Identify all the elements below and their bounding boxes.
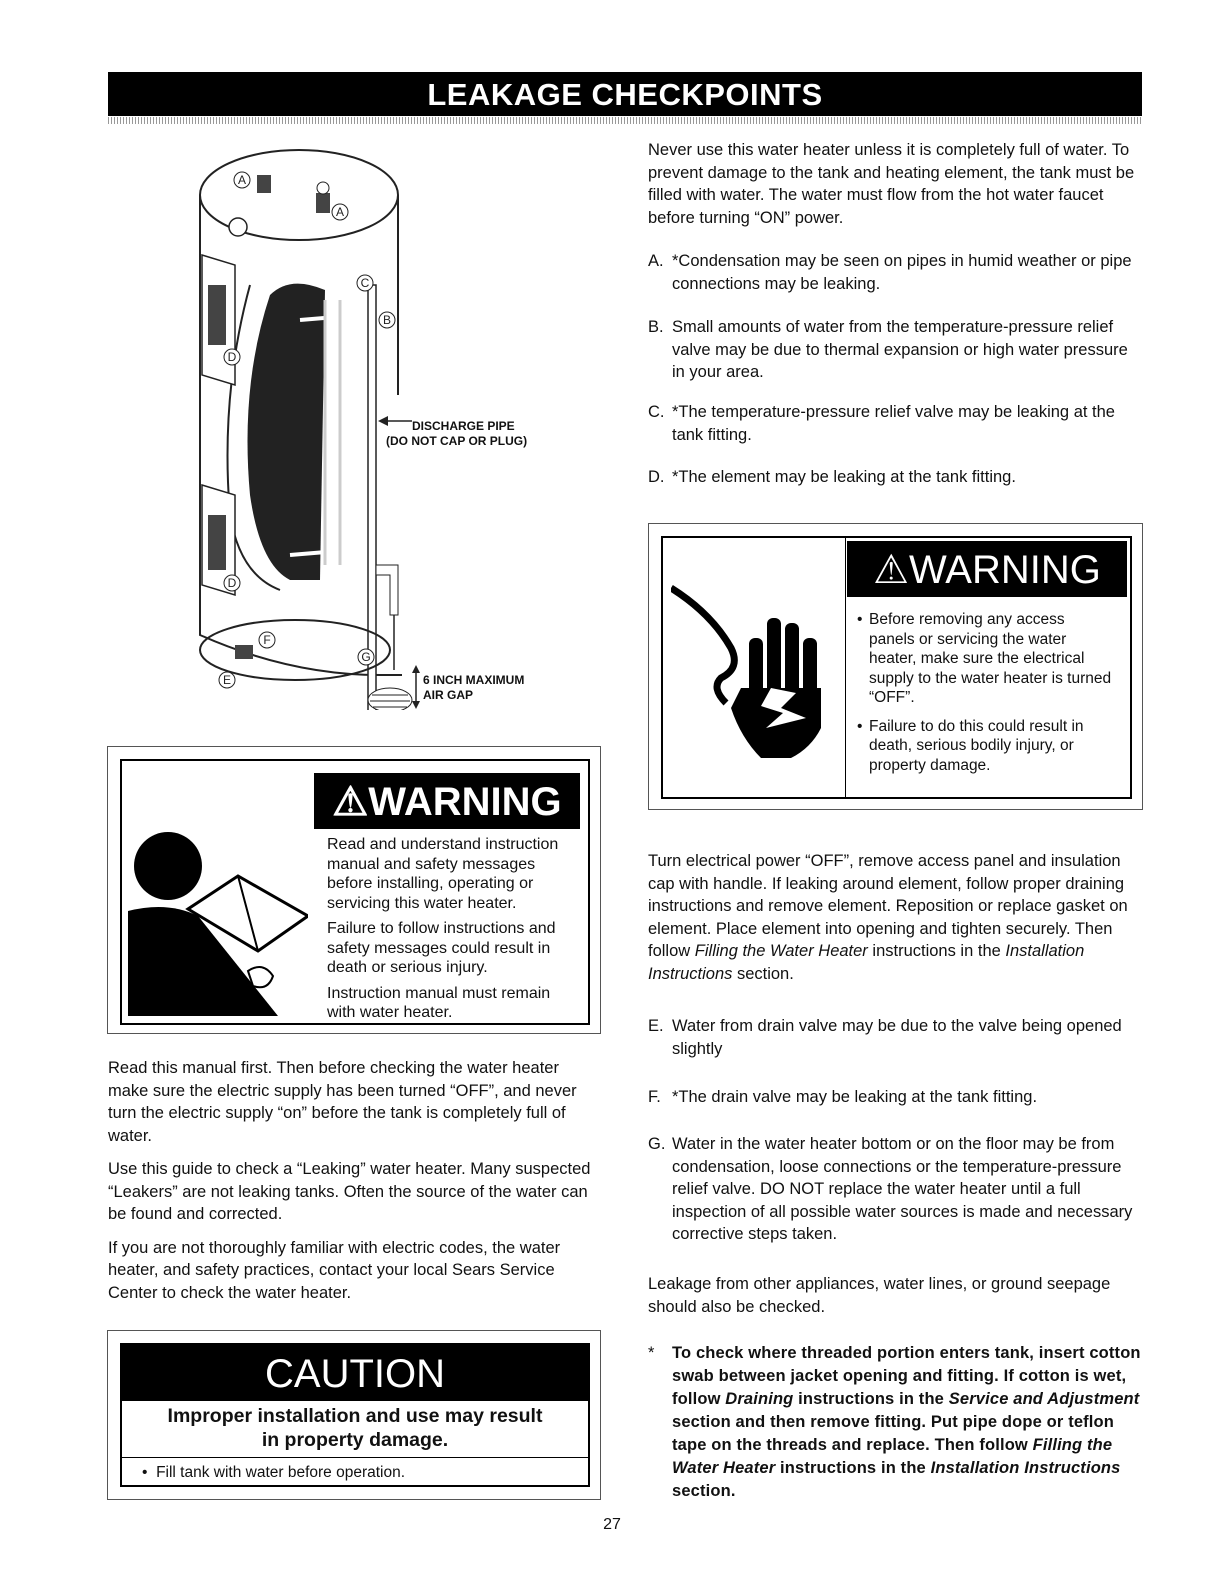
caution-line-1: Improper installation and use may result xyxy=(167,1405,543,1427)
warning1-text-3: Instruction manual must remain with water heater. xyxy=(327,984,551,1021)
left-paragraph-3: If you are not thoroughly familiar with electric codes, the water heater, and safety practices, contact your local Sears Service Center to check the water heater. xyxy=(108,1238,561,1302)
marker-g: G xyxy=(361,650,371,664)
caution-line-2: in property damage. xyxy=(261,1429,449,1451)
checkpoint-d-label: D. xyxy=(648,468,665,486)
note-draining-ref: Draining xyxy=(725,1390,794,1408)
title-underline-rule xyxy=(108,117,1142,124)
marker-c: C xyxy=(360,276,370,290)
checkpoint-e xyxy=(648,1015,1142,1060)
section-title-banner: LEAKAGE CHECKPOINTS xyxy=(108,72,1142,116)
element-text-install-ref: Installation Instructions xyxy=(648,942,1085,983)
note-asterisk: * xyxy=(648,1344,655,1362)
warning2-title: WARNING xyxy=(909,548,1101,592)
note-text-g: instructions in the xyxy=(775,1459,931,1477)
caution-box xyxy=(107,1330,601,1500)
checkpoint-e-label: E. xyxy=(648,1017,664,1035)
threaded-check-note xyxy=(648,1342,1142,1503)
element-text-e: section. xyxy=(732,964,794,983)
marker-b: B xyxy=(382,313,392,327)
reader-person-icon xyxy=(128,821,308,1019)
note-text-c: instructions in the xyxy=(793,1390,949,1408)
element-text-filling-ref: Filling the Water Heater xyxy=(694,942,868,960)
caution-title: CAUTION xyxy=(122,1345,588,1401)
note-text-i: section. xyxy=(672,1482,736,1500)
warning-title: WARNING xyxy=(368,780,562,824)
marker-d-2: D xyxy=(227,576,237,590)
left-paragraph-2: Use this guide to check a “Leaking” water heater. Many suspected “Leakers” are not leaking tanks. Often the source of the water can be found and corrected. xyxy=(108,1160,591,1223)
caution-bullet xyxy=(142,1464,405,1482)
checkpoint-d xyxy=(648,466,1142,489)
warning1-text-1: Read and understand instruction manual and safety messages before installing, operating or servicing this water heater. xyxy=(327,836,559,912)
note-filling-ref: Filling the Water Heater xyxy=(672,1436,1113,1477)
checkpoint-g-text: Water in the water heater bottom or on the floor may be from condensation, loose connections or the temperature-pressure relief valve. DO NOT replace the water heater until a full inspection of all possible water sources is made and necessary corrective steps taken. xyxy=(672,1135,1133,1243)
element-text-c: instructions in the xyxy=(867,942,1006,960)
note-service-ref: Service and Adjustment xyxy=(948,1390,1140,1408)
water-heater-diagram xyxy=(180,135,600,710)
checkpoint-c-label: C. xyxy=(648,403,665,421)
warning2-bullet-2-text: Failure to do this could result in death, serious bodily injury, or property damage. xyxy=(869,717,1084,774)
checkpoint-b-label: B. xyxy=(648,318,664,336)
warning-box-electrical xyxy=(648,523,1143,810)
water-heater-illustration xyxy=(180,135,600,710)
intro-paragraph: Never use this water heater unless it is completely full of water. To prevent damage to the tank and heating element, the tank must be filled with water. The water must flow from the hot water faucet before turning “ON” power. xyxy=(648,141,1135,227)
bullet-dot: • xyxy=(857,717,863,735)
note-text-e: section and then remove fitting. Put pipe dope or teflon tape on the threads and replace. Then follow xyxy=(672,1413,1114,1454)
caution-bullet-text: Fill tank with water before operation. xyxy=(156,1464,406,1481)
marker-a-1: A xyxy=(237,173,247,187)
checkpoint-f xyxy=(648,1086,1142,1109)
note-text-a: To check where threaded portion enters tank, insert cotton swab between jacket opening and fitting. If cotton is wet, follow xyxy=(672,1344,1141,1408)
warning2-bullet-2 xyxy=(857,717,1113,776)
bullet-dot: • xyxy=(142,1464,148,1481)
checkpoint-a xyxy=(648,250,1142,295)
warning-triangle-icon: ⚠ xyxy=(873,548,909,592)
checkpoint-f-text: *The drain valve may be leaking at the tank fitting. xyxy=(672,1088,1038,1106)
warning2-bullet-1-text: Before removing any access panels or servicing the water heater, make sure the electrical supply to the water heater is turned “OFF”. xyxy=(869,611,1112,706)
checkpoint-c xyxy=(648,401,1142,446)
checkpoint-e-text: Water from drain valve may be due to the valve being opened slightly xyxy=(672,1017,1122,1058)
element-text-a: Turn electrical power “OFF”, remove access panel and insulation cap with handle. If leaking around element, follow proper draining instructions and remove element. Reposition or replace gasket on element. Place element into opening and tighten securely. Then follow xyxy=(648,852,1128,960)
marker-a-2: A xyxy=(335,205,345,219)
do-not-cap-label: (DO NOT CAP OR PLUG) xyxy=(386,434,528,448)
note-install-ref: Installation Instructions xyxy=(930,1459,1121,1477)
warning2-bullet-1 xyxy=(857,610,1113,708)
discharge-pipe-label: DISCHARGE PIPE xyxy=(412,419,515,433)
page-number: 27 xyxy=(603,1516,621,1533)
checkpoint-a-text: *Condensation may be seen on pipes in humid weather or pipe connections may be leaking. xyxy=(672,252,1132,293)
marker-f: F xyxy=(263,633,271,647)
element-repair-paragraph xyxy=(648,850,1142,985)
left-paragraph-1: Read this manual first. Then before checking the water heater make sure the electric supply has been turned “OFF”, and never turn the electric supply “on” before the tank is completely full of water. xyxy=(108,1059,577,1145)
checkpoint-c-text: *The temperature-pressure relief valve may be leaking at the tank fitting. xyxy=(672,403,1115,444)
warning1-text-2: Failure to follow instructions and safety messages could result in death or serious injury. xyxy=(327,920,556,976)
checkpoint-b-text: Small amounts of water from the temperature-pressure relief valve may be due to thermal expansion or high water pressure in your area. xyxy=(672,318,1128,381)
other-leakage-paragraph: Leakage from other appliances, water lines, or ground seepage should also be checked. xyxy=(648,1275,1111,1316)
warning-triangle-icon: ⚠ xyxy=(332,780,369,824)
checkpoint-g-label: G. xyxy=(648,1135,666,1153)
marker-e: E xyxy=(222,673,232,687)
checkpoint-b xyxy=(648,316,1142,384)
electric-shock-hand-icon xyxy=(671,578,841,758)
marker-d-1: D xyxy=(227,350,237,364)
max-gap-label: 6 INCH MAXIMUM xyxy=(423,673,525,687)
warning-box-reading xyxy=(107,746,601,1034)
checkpoint-f-label: F. xyxy=(648,1088,661,1106)
warning2-header xyxy=(847,541,1127,597)
air-gap-label: AIR GAP xyxy=(423,688,474,702)
checkpoint-a-label: A. xyxy=(648,252,664,270)
bullet-dot: • xyxy=(857,611,863,628)
checkpoint-d-text: *The element may be leaking at the tank fitting. xyxy=(672,468,1016,486)
checkpoint-g xyxy=(648,1133,1142,1246)
warning-header xyxy=(314,773,580,829)
